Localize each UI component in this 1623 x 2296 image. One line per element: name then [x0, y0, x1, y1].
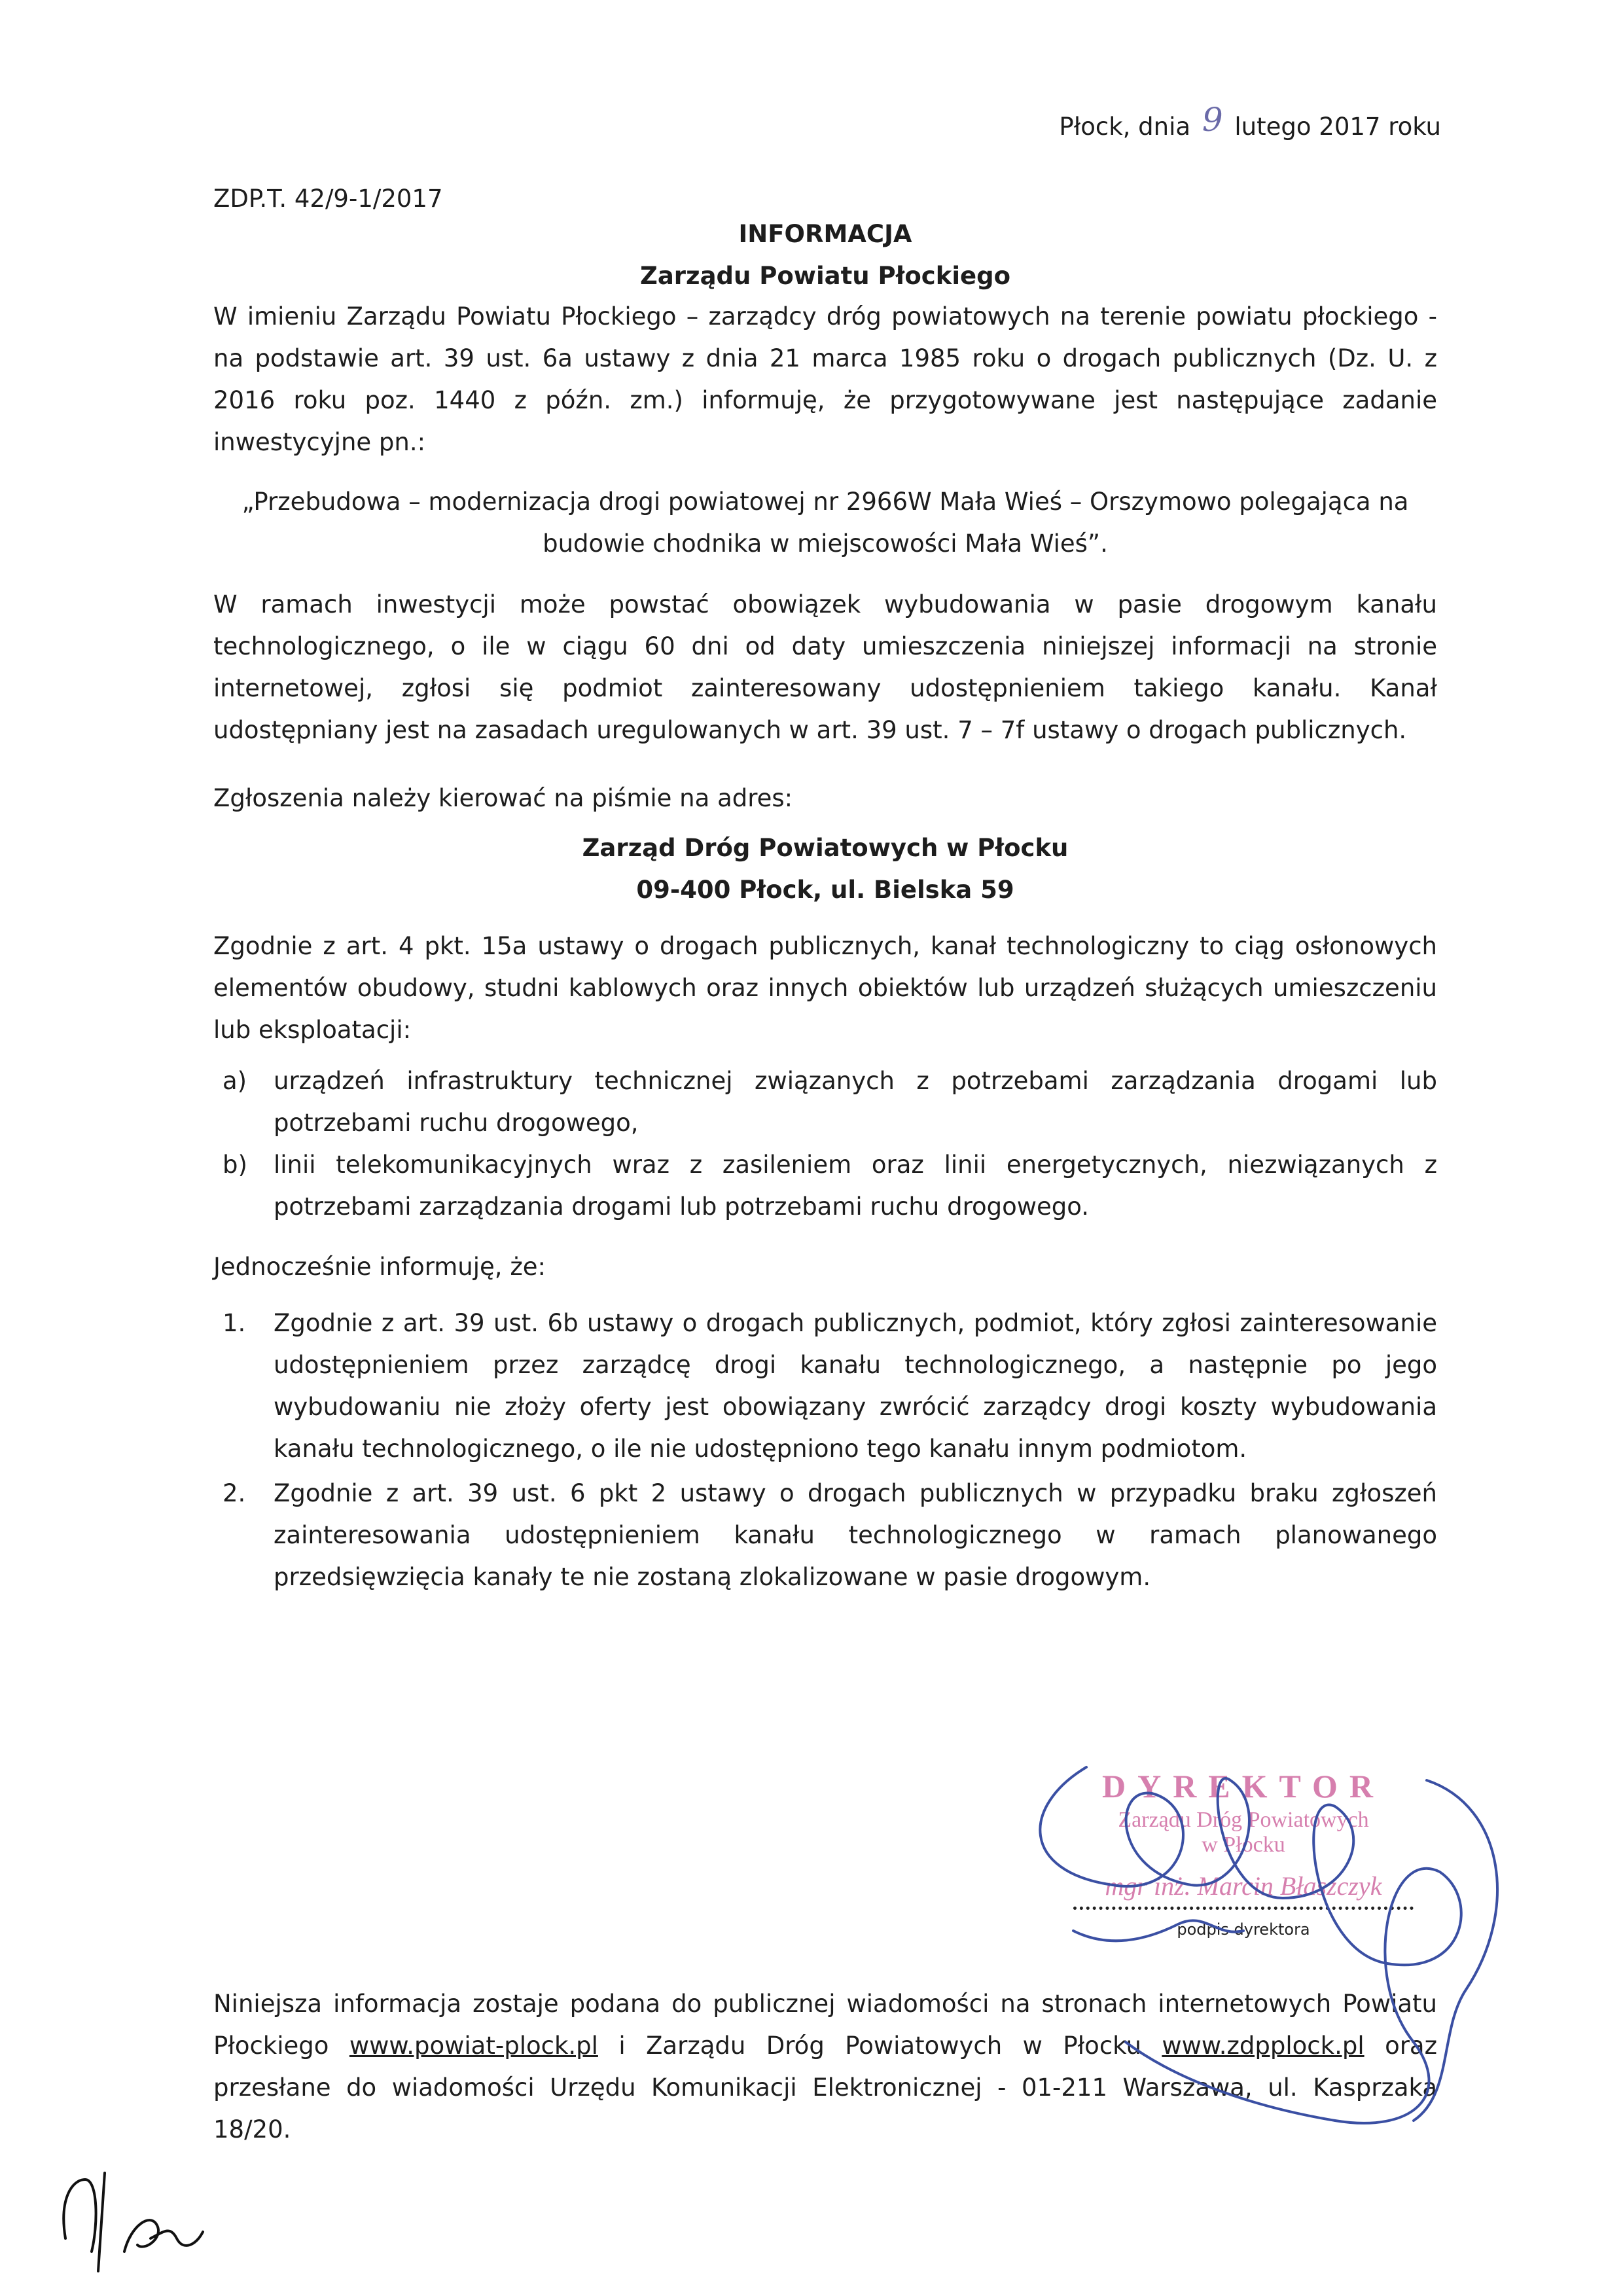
- list-marker: 2.: [223, 1479, 246, 1507]
- list-item-text: urządzeń infrastruktury technicznej związanych z potrzebami zarządzania drogami lub potrzebami ruchu drogowego,: [274, 1067, 1437, 1137]
- document-date: [1059, 101, 1441, 143]
- date-day-handwritten: 9: [1202, 101, 1223, 139]
- date-prefix: Płock, dnia: [1059, 113, 1191, 141]
- intro-paragraph: W imieniu Zarządu Powiatu Płockiego – zarządcy dróg powiatowych na terenie powiatu płockiego - na podstawie art. 39 ust. 6a ustawy z dnia 21 marca 1985 roku o drogach publicznych (Dz. U. z 2016 roku poz. 1440 z późn. zm.) informuję, że przygotowywane jest następujące zadanie inwestycyjne pn.:: [213, 302, 1437, 456]
- address-line2: 09-400 Płock, ul. Bielska 59: [636, 876, 1014, 904]
- list-marker: a): [223, 1067, 247, 1095]
- stamp-title: DYREKTOR: [1101, 1768, 1385, 1804]
- initials-mark: [63, 2173, 105, 2271]
- reference-number: ZDP.T. 42/9-1/2017: [213, 185, 443, 213]
- initials-mark-2: [124, 2220, 203, 2251]
- list-marker: b): [223, 1151, 247, 1179]
- definition-item-a: [213, 1060, 1437, 1144]
- list-item-text: Zgodnie z art. 39 ust. 6b ustawy o drogach publicznych, podmiot, który zgłosi zainteresowanie udostępnieniem przez zarządcę drogi kanału technologicznego, a następnie po jego wybudowaniu nie złoży oferty jest obowiązany zwrócić zarządcy drogi koszty wybudowania kanału technologicznego, o ile nie udostępniono tego kanału innym podmiotom.: [274, 1309, 1437, 1463]
- stamp-name: mgr inż. Marcin Błaszczyk: [1105, 1871, 1382, 1901]
- list-marker: 1.: [223, 1309, 246, 1337]
- submission-intro: Zgłoszenia należy kierować na piśmie na adres:: [213, 784, 793, 812]
- also-intro: Jednocześnie informuję, że:: [213, 1253, 546, 1281]
- list-item-text: Zgodnie z art. 39 ust. 6 pkt 2 ustawy o drogach publicznych w przypadku braku zgłoszeń zainteresowania udostępnieniem kanału technologicznego w ramach planowanego przedsięwzięcia kanały te nie zostaną zlokalizowane w pasie drogowym.: [274, 1479, 1437, 1591]
- date-suffix: lutego 2017 roku: [1234, 113, 1441, 141]
- footer-paragraph: [213, 1983, 1437, 2151]
- link-powiat-plock[interactable]: www.powiat-plock.pl: [349, 2032, 598, 2060]
- point-1: [213, 1302, 1437, 1470]
- signature-line: [1073, 1907, 1414, 1910]
- director-stamp: [1060, 1761, 1427, 1957]
- investment-paragraph: W ramach inwestycji może powstać obowiązek wybudowania w pasie drogowym kanału technologicznego, o ile w ciągu 60 dni od daty umieszczenia niniejszej informacji na stronie internetowej, zgłosi się podmiot zainteresowany udostępnieniem takiego kanału. Kanał udostępniany jest na zasadach uregulowanych w art. 39 ust. 7 – 7f ustawy o drogach publicznych.: [213, 590, 1437, 744]
- project-name-line2: budowie chodnika w miejscowości Mała Wieś”.: [543, 529, 1108, 558]
- footer-text-3: oraz przesłane do wiadomości Urzędu Komunikacji Elektronicznej - 01-211 Warszawa, ul. Kasprzaka 18/20.: [213, 2032, 1438, 2144]
- document-title: INFORMACJA: [738, 220, 912, 248]
- footer-text-2: i Zarządu Dróg Powiatowych w Płocku: [618, 2032, 1141, 2060]
- document-subtitle: Zarządu Powiatu Płockiego: [639, 262, 1011, 290]
- link-zdp-plock[interactable]: www.zdpplock.pl: [1162, 2032, 1364, 2060]
- address-line1: Zarząd Dróg Powiatowych w Płocku: [582, 834, 1069, 862]
- definition-paragraph: Zgodnie z art. 4 pkt. 15a ustawy o drogach publicznych, kanał technologiczny to ciąg osłonowych elementów obudowy, studni kablowych oraz innych obiektów lub urządzeń służących umieszczeniu lub eksploatacji:: [213, 932, 1437, 1044]
- signature-caption: podpis dyrektora: [1177, 1920, 1310, 1939]
- project-name: [213, 481, 1437, 565]
- footer-text-1: Niniejsza informacja zostaje podana do publicznej wiadomości na stronach internetowych Powiatu Płockiego: [213, 1990, 1437, 2060]
- definition-item-b: [213, 1144, 1437, 1228]
- stamp-office: Zarządu Dróg Powiatowych: [1118, 1808, 1369, 1832]
- list-item-text: linii telekomunikacyjnych wraz z zasileniem oraz linii energetycznych, niezwiązanych z potrzebami zarządzania drogami lub potrzebami ruchu drogowego.: [274, 1151, 1437, 1221]
- stamp-city: w Płocku: [1202, 1833, 1285, 1857]
- point-2: [213, 1473, 1437, 1598]
- project-name-line1: „Przebudowa – modernizacja drogi powiatowej nr 2966W Mała Wieś – Orszymowo polegająca na: [241, 488, 1409, 516]
